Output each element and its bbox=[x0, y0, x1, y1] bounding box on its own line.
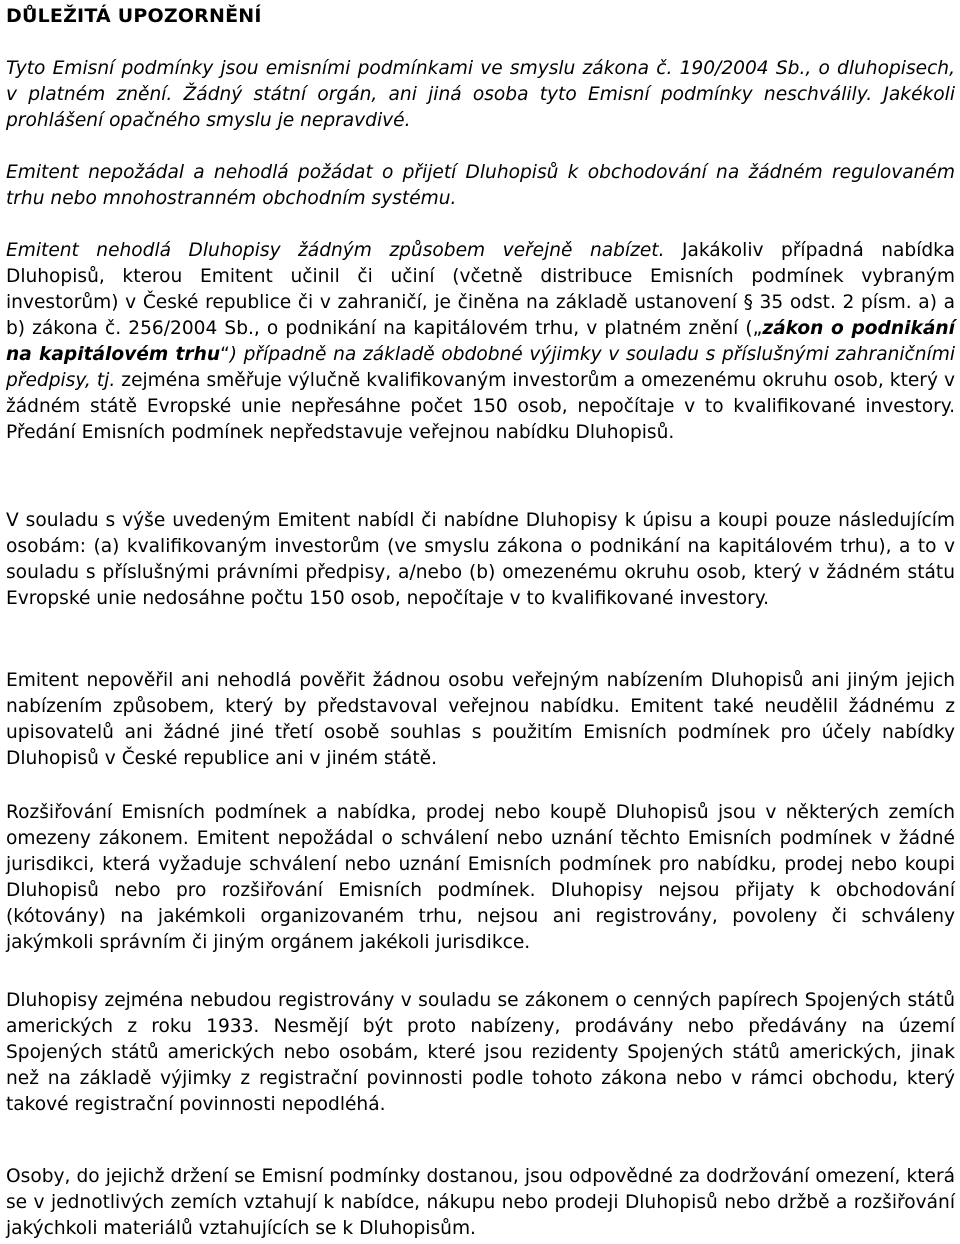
paragraph-trading: Emitent nepožádal a nehodlá požádat o přijetí Dluhopisů k obchodování na žádném regulovaném trhu nebo mnohostranném obchodním systému. bbox=[6, 162, 955, 209]
offering-law-ref: 35 odst. 2 písm. a) a b) zákona č. 256/2004 Sb. bbox=[6, 292, 955, 339]
paragraph-emission-terms: Tyto Emisní podmínky jsou emisními podmínkami ve smyslu zákona č. 190/2004 Sb., o dluhopisech, v platném znění. Žádný státní orgán, ani jiná osoba tyto Emisní podmínky neschválily. Jakékoli prohlášení opačného smyslu je nepravdivé. bbox=[6, 58, 955, 131]
paragraph-responsibility: Osoby, do jejichž držení se Emisní podmínky dostanou, jsou odpovědné za dodržování omezení, která se v jednotlivých zemích vztahují k nabídce, nákupu nebo prodeji Dluhopisů nebo držbě a rozšiřování jakýchkoli materiálů vztahujících se k Dluhopisům. bbox=[6, 1166, 955, 1239]
defined-term: zákon o podnikání na kapitálovém trhu bbox=[6, 318, 955, 365]
quote-open: „ bbox=[752, 318, 763, 339]
offering-tail: zejména směřuje výlučně kvalifikovaným investorům a omezenému okruhu osob, který v žádném státě Evropské unie nepřesáhne počet 150 osob, nepočítaje v to kvalifikované investory. Předání Emisních podmínek nepředstavuje veřejnou nabídku Dluhopisů. bbox=[6, 370, 956, 443]
paragraph-restrictions: Rozšiřování Emisních podmínek a nabídka, prodej nebo koupě Dluhopisů jsou v některých zemích omezeny zákonem. Emitent nepožádal o schválení nebo uznání těchto Emisních podmínek v žádné jurisdikci, která vyžaduje schválení nebo uznání Emisních podmínek pro nabídku, prodej nebo koupi Dluhopisů nebo pro rozšiřování Emisních podmínek. Dluhopisy nejsou přijaty k obchodování (kótovány) na jakémkoli organizovaném trhu, nejsou ani registrovány, povoleny či schváleny jakýmkoli správním či jiným orgánem jakékoli jurisdikce. bbox=[6, 802, 955, 953]
paragraph-us-securities: Dluhopisy zejména nebudou registrovány v souladu se zákonem o cenných papírech Spojených států amerických z roku 1933. Nesmějí být proto nabízeny, prodávány nebo předávány na území Spojených států amerických nebo osobám, které jsou rezidenty Spojených států amerických, jinak než na základě výjimky z registrační povinnosti podle tohoto zákona nebo v rámci obchodu, který takové registrační povinnosti nepodléhá. bbox=[6, 990, 955, 1115]
page-title: DŮLEŽITÁ UPOZORNĚNÍ bbox=[6, 5, 262, 27]
offering-lead: Emitent nehodlá Dluhopisy žádným způsobem veřejně nabízet. bbox=[6, 240, 665, 261]
paragraph-placement: V souladu s výše uvedeným Emitent nabídl či nabídne Dluhopisy k úpisu a koupi pouze následujícím osobám: (a) kvalifikovaným investorům (ve smyslu zákona o podnikání na kapitálovém trhu), a to v souladu s příslušnými právními předpisy, a/nebo (b) omezenému okruhu osob, který v žádném státu Evropské unie nedosáhne počtu 150 osob, nepočítaje v to kvalifikované investory. bbox=[6, 510, 955, 609]
offering-text-2: , o podnikání na kapitálovém trhu, v platném znění ( bbox=[253, 318, 753, 339]
section-sign: § bbox=[743, 292, 753, 313]
quote-close: “ bbox=[220, 344, 230, 365]
offering-exemption: ) případně na základě obdobné výjimky v souladu s příslušnými zahraničními předpisy, tj. bbox=[6, 344, 955, 391]
paragraph-offering bbox=[6, 238, 955, 446]
offering-text: Jakákoliv případná nabídka Dluhopisů, kterou Emitent učinil či učiní (včetně distribuce Emisních podmínek vybraným investorům) v České republice či v zahraničí, je činěna na základě ustanovení bbox=[6, 240, 955, 313]
paragraph-no-public-offer: Emitent nepověřil ani nehodlá pověřit žádnou osobu veřejným nabízením Dluhopisů ani jiným jejich nabízením způsobem, který by představoval veřejnou nabídku. Emitent také neudělil žádnému z upisovatelů ani žádné jiné třetí osobě souhlas s použitím Emisních podmínek pro účely nabídky Dluhopisů v České republice ani v jiném státě. bbox=[6, 670, 955, 769]
